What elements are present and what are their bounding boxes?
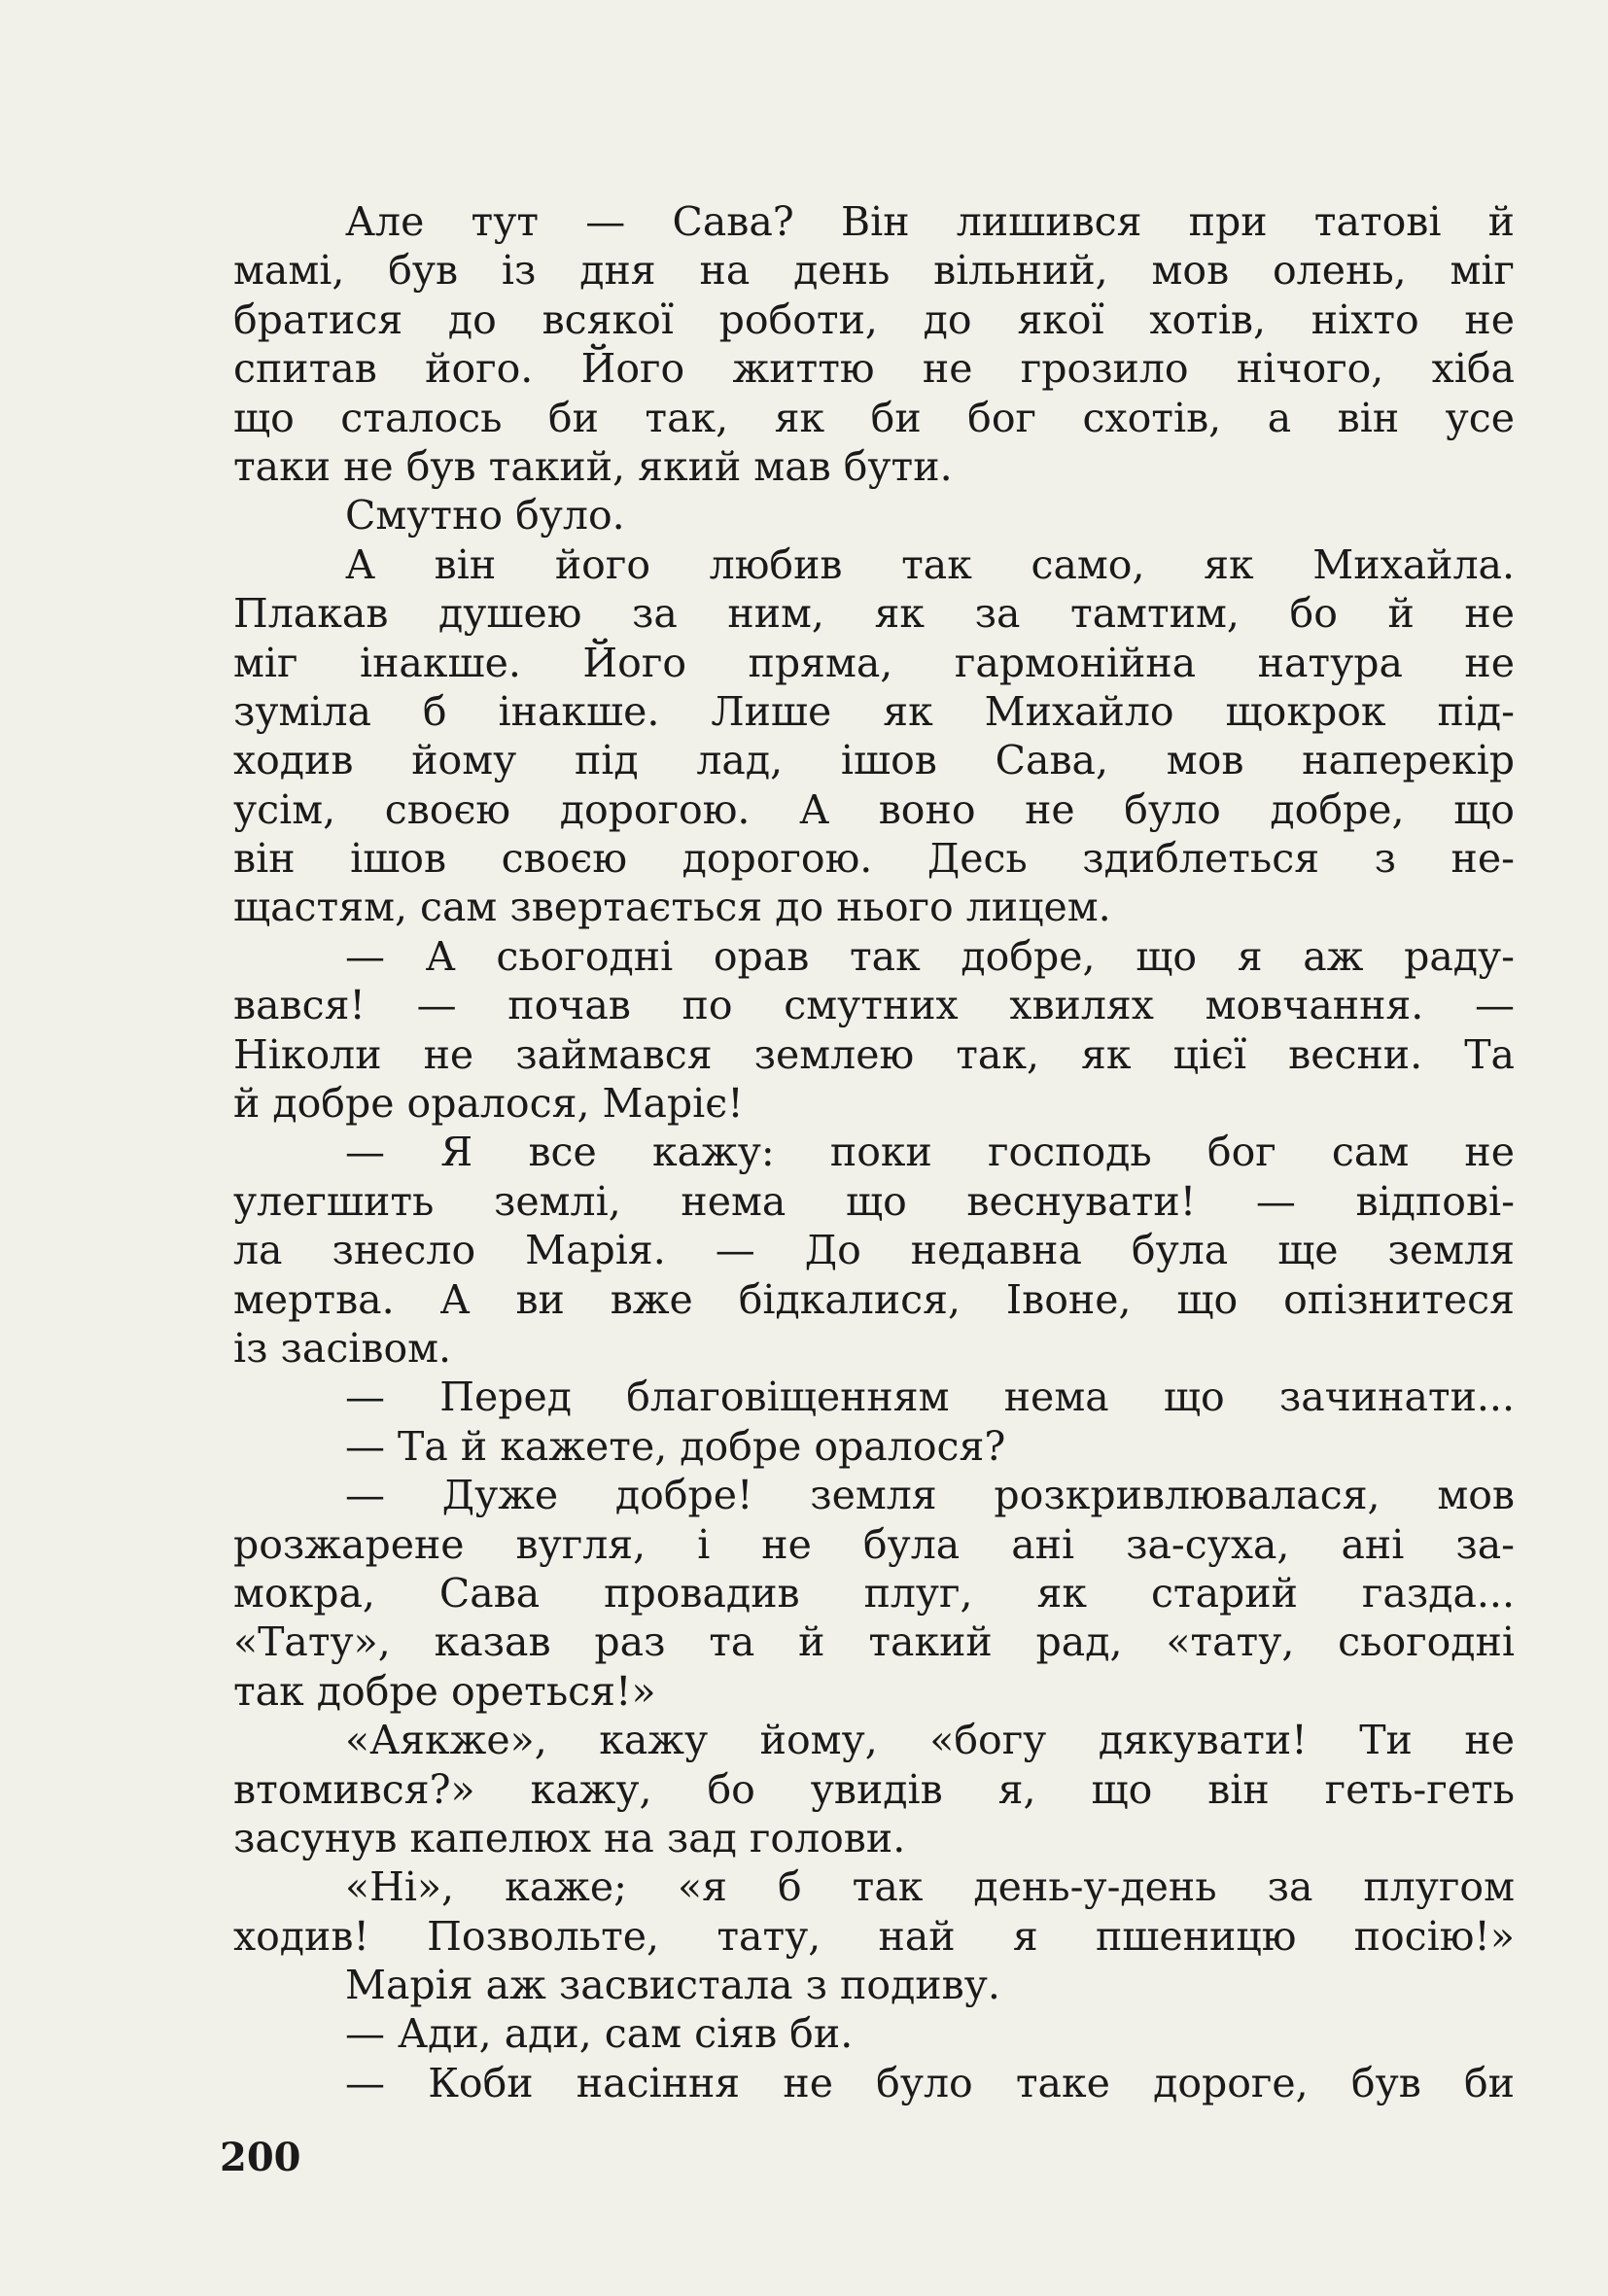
text-line: щастям, сам звертається до нього лицем. xyxy=(233,884,1111,931)
text-line: братися до всякої роботи, до якої хотів, ніхто не xyxy=(233,296,1515,343)
text-line: міг інакше. Його пряма, гармонійна натура не xyxy=(233,639,1515,686)
text-line: ходив! Позвольте, тату, най я пшеницю посію!» xyxy=(233,1912,1515,1960)
text-line: Але тут — Сава? Він лишився при татові й xyxy=(345,198,1515,245)
text-line: мокра, Сава провадив плуг, як старий газда... xyxy=(233,1569,1515,1617)
text-line: мертва. А ви вже бідкалися, Івоне, що опізнитеся xyxy=(233,1275,1515,1323)
text-line: — Коби насіння не було таке дороге, був би xyxy=(345,2059,1515,2106)
text-line: так добре ореться!» xyxy=(233,1667,656,1715)
text-line: засунув капелюх на зад голови. xyxy=(233,1814,906,1861)
text-line: він ішов своєю дорогою. Десь здиблеться з не- xyxy=(233,835,1515,883)
text-line: вався! — почав по смутних хвилях мовчання. — xyxy=(233,982,1515,1029)
text-line: — Дуже добре! земля розкривлювалася, мов xyxy=(345,1472,1515,1519)
text-line: — Та й кажете, добре оралося? xyxy=(345,1422,1006,1470)
text-line: Ніколи не займався землею так, як цієї весни. Та xyxy=(233,1030,1515,1078)
text-line: розжарене вугля, і не була ані за-суха, ані за- xyxy=(233,1520,1515,1568)
text-line: спитав його. Його життю не грозило нічого, хіба xyxy=(233,345,1515,393)
page-number: 200 xyxy=(220,2135,301,2180)
text-line: Марія аж засвистала з подиву. xyxy=(345,1962,1000,2009)
text-line: таки не був такий, який мав бути. xyxy=(233,442,953,490)
text-line: «Тату», казав раз та й такий рад, «тату, сьогодні xyxy=(233,1618,1515,1666)
text-line: — Перед благовіщенням нема що зачинати... xyxy=(345,1374,1515,1421)
page-text xyxy=(233,197,1515,2107)
text-line: «Ні», каже; «я б так день-у-день за плугом xyxy=(345,1863,1515,1911)
text-line: мамі, був із дня на день вільний, мов олень, міг xyxy=(233,247,1515,295)
text-line: — Ади, ади, сам сіяв би. xyxy=(345,2010,854,2058)
text-line: ла знесло Марія. — До недавна була ще земля xyxy=(233,1227,1515,1274)
text-line: А він його любив так само, як Михайла. xyxy=(345,540,1515,588)
text-line: — Я все кажу: поки господь бог сам не xyxy=(345,1129,1515,1176)
text-line: із засівом. xyxy=(233,1324,452,1372)
text-line: що сталось би так, як би бог схотів, а він усе xyxy=(233,394,1515,441)
text-line: ходив йому під лад, ішов Сава, мов наперекір xyxy=(233,737,1515,784)
text-line: улегшить землі, нема що веснувати! — відпові- xyxy=(233,1177,1515,1225)
text-line: — А сьогодні орав так добре, що я аж раду- xyxy=(345,932,1515,980)
text-line: Смутно було. xyxy=(345,492,625,539)
text-line: «Аякже», кажу йому, «богу дякувати! Ти не xyxy=(345,1717,1515,1764)
text-line: втомився?» кажу, бо увидів я, що він геть-геть xyxy=(233,1765,1515,1813)
text-line: й добре оралося, Маріє! xyxy=(233,1080,744,1128)
text-line: Плакав душею за ним, як за тамтим, бо й не xyxy=(233,590,1515,638)
text-line: усім, своєю дорогою. А воно не було добре, що xyxy=(233,785,1515,833)
text-line: зуміла б інакше. Лише як Михайло щокрок під- xyxy=(233,687,1515,735)
